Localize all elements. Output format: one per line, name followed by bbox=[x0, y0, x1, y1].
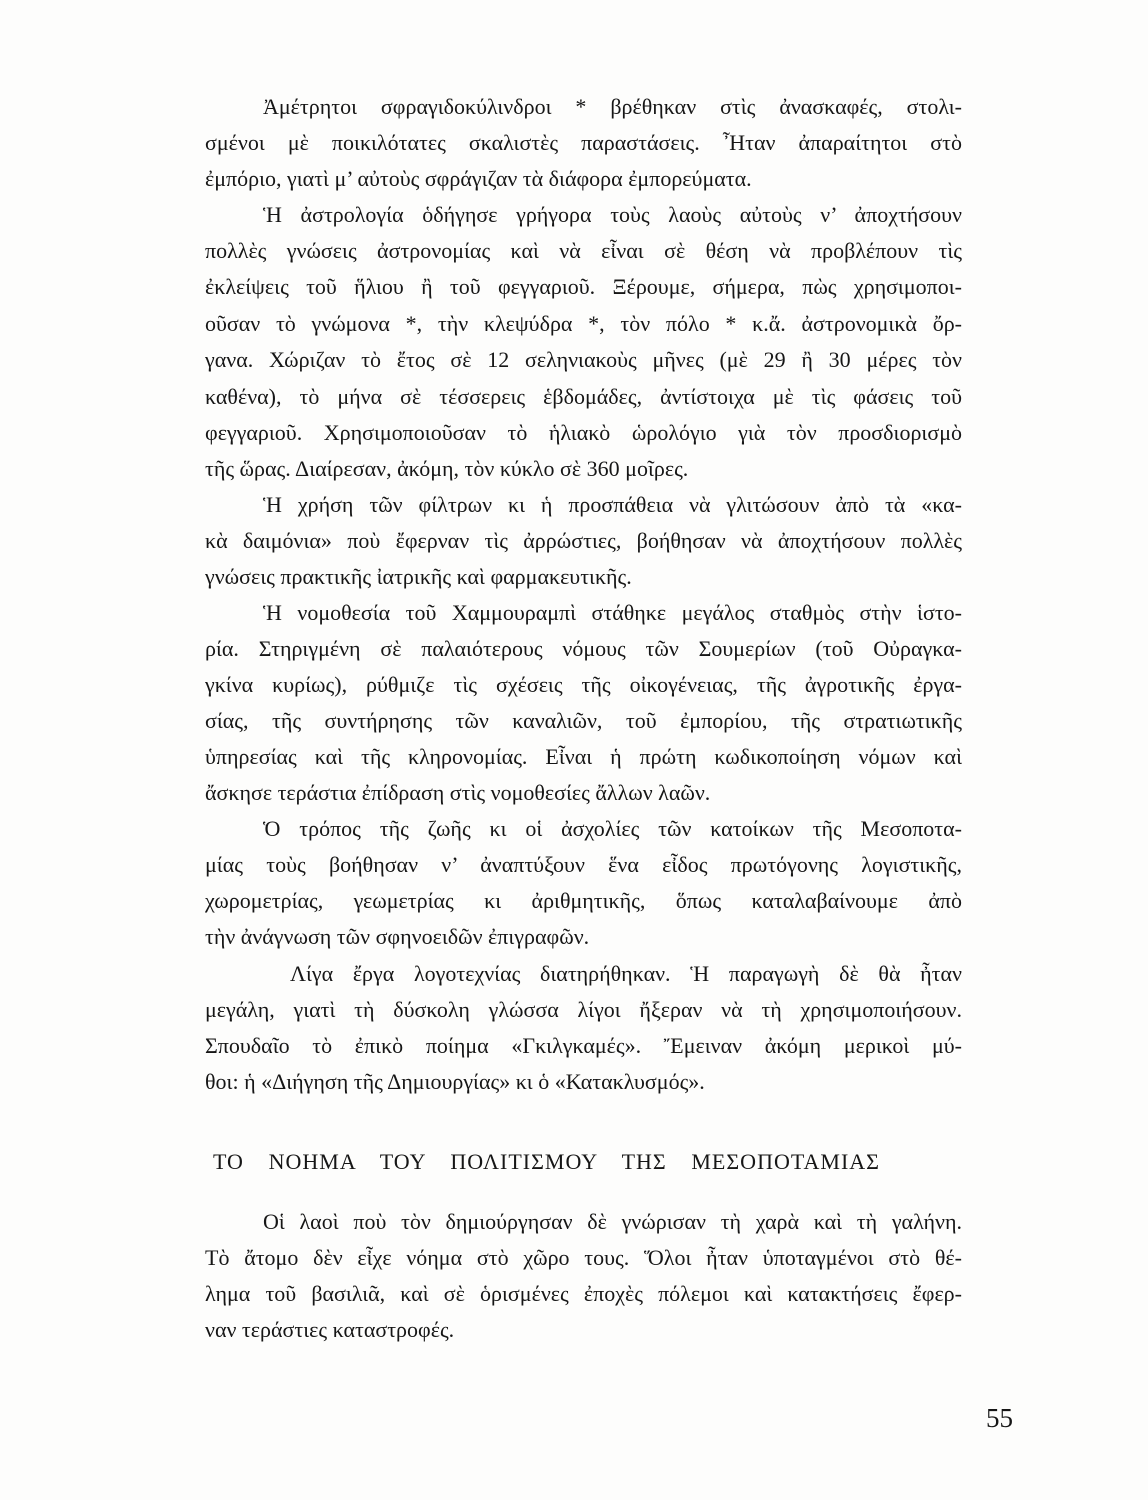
text-line: Ἡ νομοθεσία τοῦ Χαμμουραμπὶ στάθηκε μεγάλος σταθμὸς στὴν ἱστο- bbox=[263, 600, 962, 625]
text-line: ρία. Στηριγμένη σὲ παλαιότερους νόμους τῶν Σουμερίων (τοῦ Οὐραγκα- bbox=[205, 636, 962, 661]
text-line: ὑπηρεσίας καὶ τῆς κληρονομίας. Εἶναι ἡ πρώτη κωδικοποίηση νόμων καὶ bbox=[205, 744, 962, 769]
text-line: φεγγαριοῦ. Χρησιμοποιοῦσαν τὸ ἡλιακὸ ὡρολόγιο γιὰ τὸν προσδιορισμὸ bbox=[205, 420, 962, 445]
text-line: Ἡ ἀστρολογία ὁδήγησε γρήγορα τοὺς λαοὺς αὐτοὺς ν’ ἀποχτήσουν bbox=[263, 202, 962, 227]
text-line: γανα. Χώριζαν τὸ ἔτος σὲ 12 σεληνιακοὺς μῆνες (μὲ 29 ἢ 30 μέρες τὸν bbox=[205, 347, 962, 372]
text-line: Σπουδαῖο τὸ ἐπικὸ ποίημα «Γκιλγκαμές». Ἔμειναν ἀκόμη μερικοὶ μύ- bbox=[205, 1033, 962, 1058]
text-line: λημα τοῦ βασιλιᾶ, καὶ σὲ ὁρισμένες ἐποχὲς πόλεμοι καὶ κατακτήσεις ἔφερ- bbox=[205, 1281, 962, 1306]
text-line: πολλὲς γνώσεις ἀστρονομίας καὶ νὰ εἶναι σὲ θέση νὰ προβλέπουν τὶς bbox=[205, 238, 962, 263]
text-line: Λίγα ἔργα λογοτεχνίας διατηρήθηκαν. Ἡ παραγωγὴ δὲ θὰ ἦταν bbox=[290, 961, 962, 986]
text-line: ἐμπόριο, γιατὶ μ’ αὐτοὺς σφράγιζαν τὰ διάφορα ἐμπορεύματα. bbox=[205, 166, 752, 191]
section-heading: ΤΟ ΝΟΗΜΑ ΤΟΥ ΠΟΛΙΤΙΣΜΟΥ ΤΗΣ ΜΕΣΟΠΟΤΑΜΙΑΣ bbox=[213, 1149, 880, 1174]
text-line: καθένα), τὸ μήνα σὲ τέσσερεις ἑβδομάδες, ἀντίστοιχα μὲ τὶς φάσεις τοῦ bbox=[205, 384, 962, 409]
text-line: Οἱ λαοὶ ποὺ τὸν δημιούργησαν δὲ γνώρισαν τὴ χαρὰ καὶ τὴ γαλήνη. bbox=[263, 1209, 962, 1234]
text-line: γκίνα κυρίως), ρύθμιζε τὶς σχέσεις τῆς οἰκογένειας, τῆς ἀγροτικῆς ἐργα- bbox=[205, 672, 962, 697]
text-line: χωρομετρίας, γεωμετρίας κι ἀριθμητικῆς, ὅπως καταλαβαίνουμε ἀπὸ bbox=[205, 888, 962, 913]
text-line: μίας τοὺς βοήθησαν ν’ ἀναπτύξουν ἕνα εἶδος πρωτόγονης λογιστικῆς, bbox=[205, 852, 962, 877]
text-line: σίας, τῆς συντήρησης τῶν καναλιῶν, τοῦ ἐμπορίου, τῆς στρατιωτικῆς bbox=[205, 708, 962, 733]
text-line: Ὁ τρόπος τῆς ζωῆς κι οἱ ἀσχολίες τῶν κατοίκων τῆς Μεσοποτα- bbox=[263, 816, 962, 841]
text-line: θοι: ἡ «Διήγηση τῆς Δημιουργίας» κι ὁ «Κατακλυσμός». bbox=[205, 1069, 705, 1094]
text-line: γνώσεις πρακτικῆς ἰατρικῆς καὶ φαρμακευτικῆς. bbox=[205, 564, 632, 589]
text-line: σμένοι μὲ ποικιλότατες σκαλιστὲς παραστάσεις. Ἦταν ἀπαραίτητοι στὸ bbox=[205, 130, 962, 155]
text-line: τῆς ὥρας. Διαίρεσαν, ἀκόμη, τὸν κύκλο σὲ 360 μοῖρες. bbox=[205, 456, 689, 481]
text-line: οῦσαν τὸ γνώμονα *, τὴν κλεψύδρα *, τὸν πόλο * κ.ἄ. ἀστρονομικὰ ὄρ- bbox=[205, 311, 962, 336]
text-line: ἐκλείψεις τοῦ ἥλιου ἢ τοῦ φεγγαριοῦ. Ξέρουμε, σήμερα, πὼς χρησιμοποι- bbox=[205, 274, 962, 299]
text-line: ναν τεράστιες καταστροφές. bbox=[205, 1317, 455, 1342]
text-line: Ἡ χρήση τῶν φίλτρων κι ἡ προσπάθεια νὰ γλιτώσουν ἀπὸ τὰ «κα- bbox=[263, 492, 962, 517]
text-line: ἄσκησε τεράστια ἐπίδραση στὶς νομοθεσίες ἄλλων λαῶν. bbox=[205, 780, 711, 805]
text-line: Ἀμέτρητοι σφραγιδοκύλινδροι * βρέθηκαν στὶς ἀνασκαφές, στολι- bbox=[263, 94, 962, 119]
text-line: κὰ δαιμόνια» ποὺ ἔφερναν τὶς ἀρρώστιες, βοήθησαν νὰ ἀποχτήσουν πολλὲς bbox=[205, 528, 962, 553]
text-line: Τὸ ἄτομο δὲν εἶχε νόημα στὸ χῶρο τους. Ὅλοι ἦταν ὑποταγμένοι στὸ θέ- bbox=[205, 1245, 962, 1270]
text-line: μεγάλη, γιατὶ τὴ δύσκολη γλώσσα λίγοι ἤξεραν νὰ τὴ χρησιμοποιήσουν. bbox=[205, 997, 962, 1022]
text-line: τὴν ἀνάγνωση τῶν σφηνοειδῶν ἐπιγραφῶν. bbox=[205, 924, 590, 949]
page-number: 55 bbox=[986, 1403, 1013, 1433]
